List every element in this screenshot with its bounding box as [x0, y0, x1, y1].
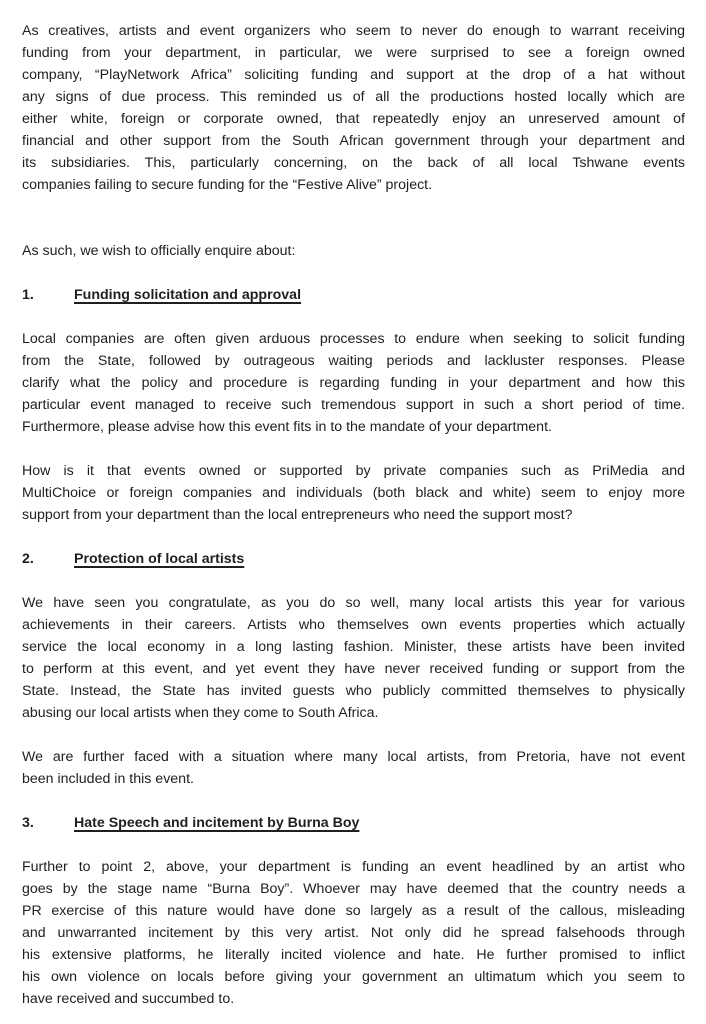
text-line: financial and other support from the South African government through your department and	[22, 133, 685, 149]
text-line: his extensive platforms, he literally incited violence and hate. He further promised to inflict	[22, 947, 685, 963]
text-line: to perform at this event, and yet event they have never received funding or support from the	[22, 661, 685, 677]
section-title: Protection of local artists	[74, 551, 245, 567]
text-line: any signs of due process. This reminded us of all the productions hosted locally which are	[22, 89, 685, 105]
text-line: goes by the stage name “Burna Boy”. Whoever may have deemed that the country needs a	[22, 881, 685, 897]
text-line: PR exercise of this nature would have done so largely as a result of the callous, misleading	[22, 903, 685, 919]
section-number: 1.	[22, 287, 34, 303]
text-line: from the State, followed by outrageous waiting periods and lackluster responses. Please	[22, 353, 685, 369]
text-line: funding from your department, in particular, we were surprised to see a foreign owned	[22, 45, 685, 61]
paragraph	[22, 592, 685, 724]
section-number: 2.	[22, 551, 34, 567]
text-line: State. Instead, the State has invited guests who publicly committed themselves to physically	[22, 683, 685, 699]
text-line: clarify what the policy and procedure is regarding funding in your department and how this	[22, 375, 685, 391]
text-line: Furthermore, please advise how this event fits in to the mandate of your department.	[22, 419, 552, 435]
text-line: We have seen you congratulate, as you do so well, many local artists this year for various	[22, 595, 685, 611]
text-line: company, “PlayNetwork Africa” soliciting funding and support at the drop of a hat without	[22, 67, 685, 83]
section-heading	[22, 548, 685, 570]
text-line: and unwarranted incitement by this very artist. Not only did he spread falsehoods through	[22, 925, 685, 941]
text-line: particular event managed to receive such tremendous support in such a short period of time.	[22, 397, 685, 413]
paragraph	[22, 240, 685, 262]
paragraph	[22, 20, 685, 196]
text-line: MultiChoice or foreign companies and individuals (both black and white) seem to enjoy more	[22, 485, 685, 501]
text-line: abusing our local artists when they come to South Africa.	[22, 705, 379, 721]
text-line: his own violence on locals before giving your government an ultimatum which you seem to	[22, 969, 685, 985]
text-line: either white, foreign or corporate owned, that repeatedly enjoy an unreserved amount of	[22, 111, 685, 127]
text-line: As creatives, artists and event organizers who seem to never do enough to warrant receiving	[22, 23, 685, 39]
section-title: Hate Speech and incitement by Burna Boy	[74, 815, 360, 831]
text-line: As such, we wish to officially enquire about:	[22, 243, 296, 259]
text-line: Further to point 2, above, your department is funding an event headlined by an artist who	[22, 859, 685, 875]
text-line: Local companies are often given arduous processes to endure when seeking to solicit funding	[22, 331, 685, 347]
text-line: How is it that events owned or supported by private companies such as PriMedia and	[22, 463, 685, 479]
text-line: support from your department than the local entrepreneurs who need the support most?	[22, 507, 573, 523]
text-line: companies failing to secure funding for the “Festive Alive” project.	[22, 177, 433, 193]
text-line: service the local economy in a long lasting fashion. Minister, these artists have been invited	[22, 639, 685, 655]
text-line: been included in this event.	[22, 771, 194, 787]
paragraph	[22, 328, 685, 438]
section-title: Funding solicitation and approval	[74, 287, 302, 303]
section-heading	[22, 812, 685, 834]
text-line: have received and succumbed to.	[22, 991, 235, 1007]
text-line: achievements in their careers. Artists who themselves own events properties which actually	[22, 617, 685, 633]
paragraph	[22, 460, 685, 526]
section-number: 3.	[22, 815, 34, 831]
text-line: We are further faced with a situation where many local artists, from Pretoria, have not event	[22, 749, 685, 765]
paragraph	[22, 746, 685, 790]
section-heading	[22, 284, 685, 306]
text-line: its subsidiaries. This, particularly concerning, on the back of all local Tshwane events	[22, 155, 685, 171]
paragraph	[22, 856, 685, 1010]
